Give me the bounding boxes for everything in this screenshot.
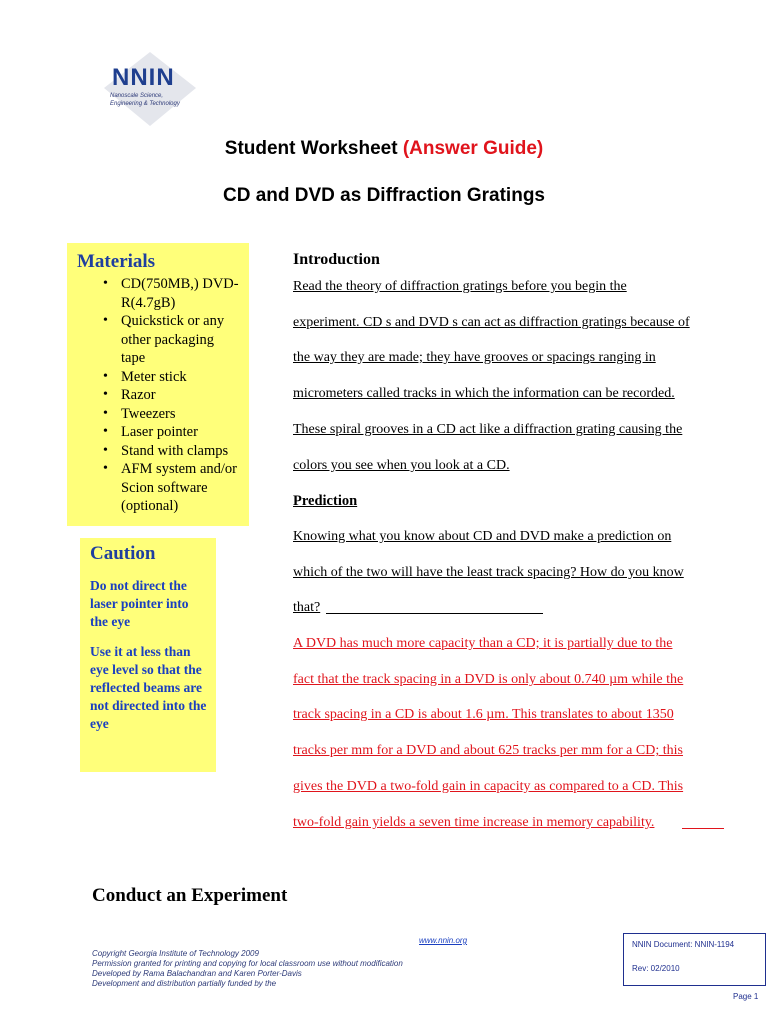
prediction-line: that? [293,600,321,615]
footer-copyright: Copyright Georgia Institute of Technology 2009 [92,949,259,958]
list-item: • Razor [121,386,239,405]
site-link[interactable]: www.nnin.org [419,936,468,945]
list-item: • AFM system and/or Scion software (optional) [121,460,239,516]
intro-line: colors you see when you look at a CD. [293,458,510,473]
footer-funding: Development and distribution partially funded by the [92,979,277,988]
answer-line: A DVD has much more capacity than a CD; it is partially due to the [293,636,673,651]
intro-line: experiment. CD s and DVD s can act as diffraction gratings because of [293,315,690,330]
document-info-box [623,933,766,986]
conduct-heading: Conduct an Experiment [92,885,288,906]
page-subtitle: CD and DVD as Diffraction Gratings [223,185,545,206]
list-item: • Laser pointer [121,423,239,442]
nnin-logo [100,48,220,128]
answer-line: two-fold gain yields a seven time increase in memory capability. [293,815,655,830]
prediction-heading: Prediction [293,493,358,509]
title-main: Student Worksheet [224,138,398,159]
intro-line: the way they are made; they have grooves or spacings ranging in [293,350,656,365]
list-item: • Meter stick [121,368,239,387]
answer-line: fact that the track spacing in a DVD is only about 0.740 µm while the [293,672,684,687]
list-item: • Tweezers [121,405,239,424]
list-item: • CD(750MB,) DVD-R(4.7gB) [121,275,239,312]
page-title [0,138,768,160]
footer-developers: Developed by Rama Balachandran and Karen Porter-Davis [92,969,302,978]
logo-name: NNIN [112,64,175,91]
caution-text: Do not direct the laser pointer into the eye [90,578,189,629]
materials-box [67,243,249,526]
title-highlight: (Answer Guide) [402,138,544,159]
prediction-line: which of the two will have the least track spacing? How do you know [293,565,684,580]
introduction-heading: Introduction [293,251,380,268]
answer-blank-line [326,613,543,614]
caution-heading: Caution [90,543,156,564]
intro-line: These spiral grooves in a CD act like a diffraction grating causing the [293,422,683,437]
doc-number: NNIN Document: NNIN-1194 [632,940,735,949]
answer-trailing-line [682,828,724,829]
footer-permission: Permission granted for printing and copying for local classroom use without modification [92,959,403,968]
logo-tagline: Nanoscale Science, Engineering & Technology [110,93,180,107]
page-number: Page 1 [733,992,759,1001]
answer-line: gives the DVD a two-fold gain in capacity as compared to a CD. This [293,779,684,794]
intro-line: micrometers called tracks in which the information can be recorded. [293,386,675,401]
doc-revision: Rev: 02/2010 [632,964,680,973]
answer-line: track spacing in a CD is about 1.6 µm. This translates to about 1350 [293,707,674,722]
caution-text: Use it at less than eye level so that the reflected beams are not directed into the eye [90,644,207,731]
prediction-line: Knowing what you know about CD and DVD make a prediction on [293,529,672,544]
materials-list [77,275,239,516]
list-item: • Stand with clamps [121,442,239,461]
answer-line: tracks per mm for a DVD and about 625 tracks per mm for a CD; this [293,743,683,758]
materials-heading: Materials [77,251,156,272]
caution-box [80,538,216,772]
list-item: • Quickstick or any other packaging tape [121,312,239,368]
intro-line: Read the theory of diffraction gratings before you begin the [293,279,627,294]
